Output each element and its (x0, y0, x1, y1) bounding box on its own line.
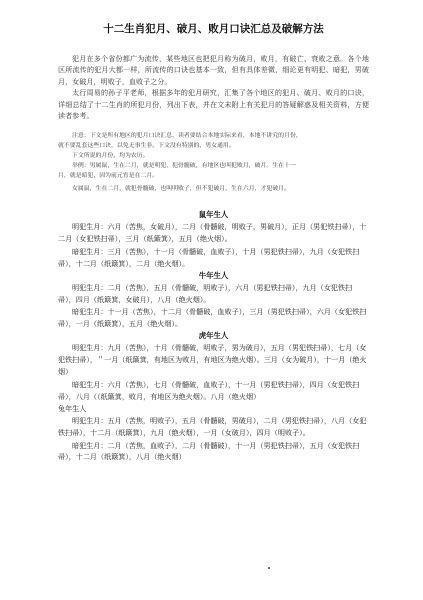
section-entry: 明犯生月：五月（苦焦，明败子），五月（骨髓破，男破月），二月（男犯铁扫帚），八月（女犯铁扫帚），十二月（纸簸箕），九月（绝火烟），一月（女破月），四月（明败子）。 (58, 415, 367, 437)
section-entry: 暗犯生月：二月（苦焦，血败子），二月（骨髓破），十一月（男犯铁扫帚），五月（女犯铁扫帚），十二月（纸簸箕），八月（绝火烟） (58, 440, 360, 462)
section-rat (58, 209, 369, 270)
document-title: 十二生肖犯月、破月、败月口诀汇总及破解方法 (103, 23, 324, 35)
section-tiger (58, 330, 369, 414)
intro-paragraph: 犯月在多个省份都广为流传，某些地区也把犯月称为破月，败月，有破亡、衰败之意。各个地区所流传的犯月大都一样，所流传的口诀也基本一致，但有具体差微，细论更有明犯、暗犯，男破月，女破月，明败子，血败子之分。 (58, 54, 369, 86)
section-heading: 鼠年生人 (198, 210, 229, 219)
note-line: 就不要乱套这些口诀，以免无事生非。下文没有特别的，男女通用。 (58, 143, 235, 150)
intro-paragraph: 太行周易的孙子平老师，根据多年的犯月研究，汇集了各个地区的犯月、破月、败月的口诀，详细总结了十二生肖的所犯月份，列出下表，并在文末附上有关犯月的答疑解惑及相关资料，方便读者参考。 (58, 88, 369, 121)
note-line: 举例：男属鼠，生在二月，就是明犯，犯骨髓破，有地区也叫犯败月，破月。生在十一 (72, 163, 296, 170)
section-heading-inline: 兔年生人 (58, 403, 87, 413)
section-entry: 明犯生月：六月（苦焦，女破月），二月（骨髓破，明败子，男破月），正月（男犯铁扫帚），十二月（女犯铁扫帚），三月（纸簸箕），五月（绝火烟）。 (58, 222, 367, 243)
note-line: 女属鼠，生在二月，就犯骨髓破，也叫明败子，但不犯破月，生在六月，才犯破月。 (72, 186, 290, 193)
note-line: 注意：下文是所有地区的犯月口诀汇总，读者要结合本地实际来看，本地不讲究的月份， (72, 133, 302, 140)
section-entry: 明犯生月：二月（苦焦），五月（骨髓破，明败子），六月（男犯铁扫帚），九月（女犯铁扫帚），四月（纸簸箕，女破月），八月（绝火烟）。 (58, 282, 353, 304)
notes-section (58, 132, 369, 195)
section-entry: 暗犯生月：十一月（苦焦），十二月（骨髓破，血败子），三月（男犯铁扫帚），六月（女犯铁扫帚），一月（纸簸箕），五月（绝火烟）。 (58, 307, 367, 329)
section-entry: 明犯生月：九月（苦焦），十月（骨髓破，明败子，男为破月），五月（男犯铁扫帚），七月（女犯铁扫帚），＂一月（纸簸箕，有地区为败月，有地区为绝火烟）。三月（女为破月），十一月（绝火烟） (58, 343, 367, 377)
section-heading: 虎年生人 (198, 331, 229, 341)
section-heading: 牛年生人 (198, 270, 229, 280)
section-rabbit (58, 415, 369, 464)
note-line: 月，就是暗犯，因为前元宵是在二月。 (58, 172, 159, 179)
note-line: 下文所说的月份，均为农历。 (72, 152, 149, 159)
section-ox (58, 270, 369, 331)
section-entry: 暗犯生月：六月（苦焦），七月（骨髓破，血败子），十一月（男犯铁扫帚），四月（女犯铁扫帚），八月（（纸簸箕，败月，有地区为绝火烟）。八月（绝火烟） (58, 379, 360, 401)
intro-section (58, 53, 369, 121)
stray-mark (268, 567, 270, 569)
section-entry: 暗犯生月：三月（苦焦），十一月（骨髓破，血败子），十月（男犯铁扫帚），九月（女犯铁扫帚），十二月（纸簸箕），二月（绝火烟）。 (58, 246, 360, 268)
